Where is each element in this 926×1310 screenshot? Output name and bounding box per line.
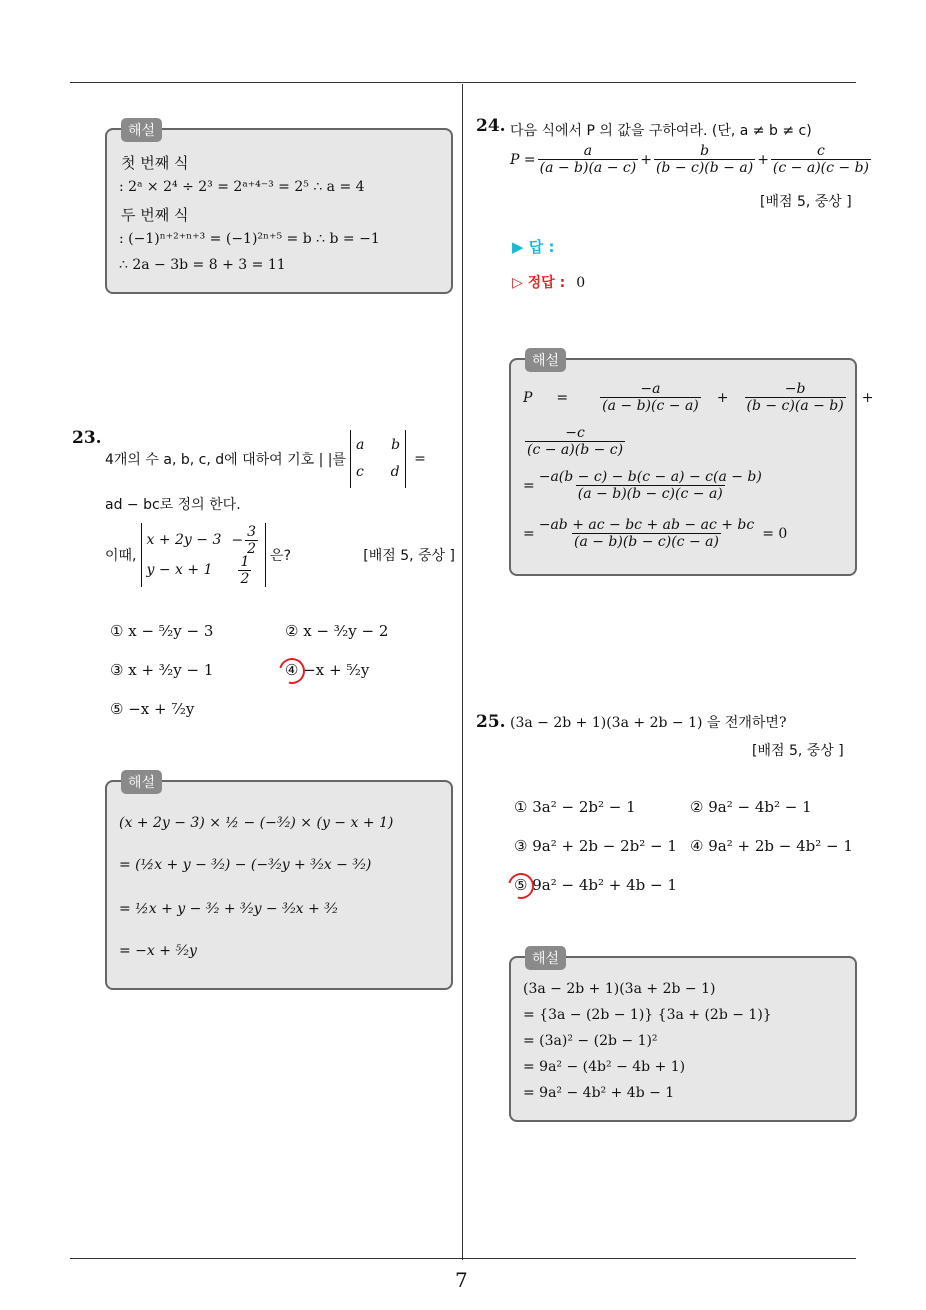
bottom-rule: [70, 1258, 856, 1259]
sol25-line1: (3a − 2b + 1)(3a + 2b − 1): [523, 981, 716, 997]
q25-option-1[interactable]: ① 3a² − 2b² − 1: [514, 798, 636, 816]
sol24-line3: = $\frac{-a(b - c) - b(c - a) - c(a - b)}{(a - b)(b - c)(c - a)}$: [523, 469, 762, 502]
q23-equals: =: [414, 451, 426, 467]
q25-option-3[interactable]: ③ 9a² + 2b − 2b² − 1: [514, 837, 677, 855]
q23-text2: ad − bc로 정의 한다.: [105, 497, 241, 513]
solution-tag: 해설: [525, 348, 566, 372]
q23-score: [배점 5, 중상 ]: [363, 548, 455, 564]
solution-tag: 해설: [525, 946, 566, 970]
sol24-line1: P = $\frac{-a}{(a - b)(c - a)}$ + $\frac{-b}{(b - c)(a - b)}$ +: [523, 381, 874, 414]
solution-24-box: [509, 353, 874, 576]
sol25-line4: = 9a² − (4b² − 4b + 1): [523, 1059, 686, 1075]
q25-option-2[interactable]: ② 9a² − 4b² − 1: [690, 798, 812, 816]
q23-matrix: x + 2y − 3 − $\frac{3}{2}$ y − x + 1 $\frac{1}{2}$: [141, 523, 267, 587]
q24-score: [배점 5, 중상 ]: [760, 194, 852, 210]
q24-answer-label: ▶ 답 :: [512, 238, 555, 256]
sol22-line3: 두 번째 식: [121, 206, 189, 224]
top-rule: [70, 82, 856, 83]
sol23-line1: (x + 2y − 3) × ½ − (−³⁄₂) × (y − x + 1): [119, 815, 394, 831]
q25-text: (3a − 2b + 1)(3a + 2b − 1) 을 전개하면?: [510, 715, 787, 731]
q24-equation: P = $\frac{a}{(a - b)(a - c)}$ + $\frac{b}{(b - c)(b - a)}$ + $\frac{c}{(c - a)(c - b)}$: [510, 143, 870, 176]
q25-option-5[interactable]: ⑤ 9a² − 4b² + 4b − 1: [514, 876, 677, 894]
question-23-number: 23.: [72, 428, 102, 448]
sol23-line4: = −x + ⁵⁄₂y: [119, 943, 197, 959]
q25-option-4[interactable]: ④ 9a² + 2b − 4b² − 1: [690, 837, 853, 855]
q24-correct-answer: ▷ 정답 : 0: [512, 275, 586, 291]
page-number: 7: [455, 1268, 468, 1292]
question-23-stem: [105, 428, 455, 588]
column-divider: [462, 84, 463, 1260]
solution-tag: 해설: [121, 770, 162, 794]
q23-option-3[interactable]: ③ x + ³⁄₂y − 1: [110, 661, 214, 679]
q23-option-2[interactable]: ② x − ³⁄₂y − 2: [285, 622, 389, 640]
question-24-number: 24.: [476, 116, 506, 136]
question-25-number: 25.: [476, 712, 506, 732]
sol25-line3: = (3a)² − (2b − 1)²: [523, 1033, 658, 1049]
q25-selected-answer-mark: [503, 868, 539, 904]
q23-option-1[interactable]: ① x − ⁵⁄₂y − 3: [110, 622, 214, 640]
sol22-line4: : (−1)ⁿ⁺²⁺ⁿ⁺³ = (−1)²ⁿ⁺⁵ = b ∴ b = −1: [119, 231, 380, 247]
q23-option-5[interactable]: ⑤ −x + ⁷⁄₂y: [110, 700, 195, 718]
sol25-line5: = 9a² − 4b² + 4b − 1: [523, 1085, 675, 1101]
q23-text1: 4개의 수 a, b, c, d에 대하여 기호 | |를: [105, 452, 347, 468]
solution-tag: 해설: [121, 118, 162, 142]
sol22-line5: ∴ 2a − 3b = 8 + 3 = 11: [119, 257, 286, 273]
solution-22-box: [105, 123, 453, 294]
sol24-line2: $\frac{-c}{(c - a)(b - c)}$: [527, 425, 624, 458]
q24-text: 다음 식에서 P 의 값을 구하여라. (단, a ≠ b ≠ c): [510, 123, 812, 139]
sol22-line2: : 2ᵃ × 2⁴ ÷ 2³ = 2ᵃ⁺⁴⁻³ = 2⁵ ∴ a = 4: [119, 179, 365, 195]
q23-selected-answer-mark: [274, 653, 310, 689]
q23-text3: 이때,: [105, 548, 137, 564]
sol23-line3: = ½x + y − ³⁄₂ + ³⁄₂y − ³⁄₂x + ³⁄₂: [119, 901, 338, 917]
solution-23-box: [105, 775, 453, 990]
q25-score: [배점 5, 중상 ]: [752, 743, 844, 759]
sol22-line1: 첫 번째 식: [121, 154, 189, 172]
sol23-line2: = (½x + y − ³⁄₂) − (−³⁄₂y + ³⁄₂x − ³⁄₂): [119, 857, 372, 873]
q23-determinant-symbol: a b c d: [350, 430, 406, 487]
sol25-line2: = {3a − (2b − 1)} {3a + (2b − 1)}: [523, 1007, 772, 1023]
q23-option-4[interactable]: ④ −x + ⁵⁄₂y: [285, 661, 370, 679]
solution-25-box: [509, 951, 857, 1122]
sol24-line4: = $\frac{-ab + ac - bc + ab - ac + bc}{(a - b)(b - c)(c - a)}$ = 0: [523, 517, 788, 550]
q23-text4: 은?: [270, 548, 292, 564]
